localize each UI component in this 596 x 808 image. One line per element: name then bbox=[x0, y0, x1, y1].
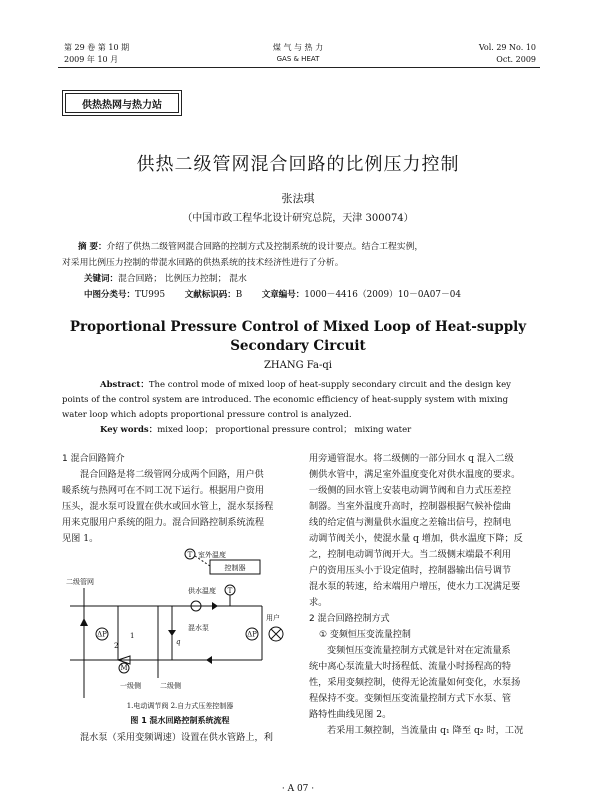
user-label: 用户 bbox=[266, 614, 280, 622]
abstract-cn-line1: 介绍了供热二级管网混合回路的控制方式及控制系统的设计要点。结合工程实例， bbox=[106, 242, 424, 252]
outdoor-temp-symbol: T bbox=[187, 551, 193, 559]
left-p1-l4: 用来克服用户系统的阻力。混合回路控制系统流程 bbox=[62, 517, 265, 528]
clc-label: 中图分类号： bbox=[84, 290, 136, 300]
affiliation-cn: （中国市政工程华北设计研究总院，天津 300074） bbox=[182, 213, 414, 224]
controller-label: 控制器 bbox=[224, 564, 246, 572]
column-tag: 供热热网与热力站 bbox=[65, 93, 179, 113]
right-p2-l3: 性，采用变频控制，使得无论流量如何变化，水泵扬 bbox=[309, 677, 521, 688]
outdoor-temp-label: 室外温度 bbox=[198, 551, 226, 559]
mix-pump-label: 混水泵 bbox=[188, 624, 209, 632]
keywords-cn-label: 关键词： bbox=[84, 274, 119, 284]
motor-valve-symbol: M bbox=[120, 664, 128, 672]
section-2-heading: 2 混合回路控制方式 bbox=[309, 614, 390, 624]
header-date-en: Oct. 2009 bbox=[496, 55, 536, 64]
left-column-top bbox=[62, 451, 298, 547]
header-volume-en: Vol. 29 No. 10 bbox=[478, 43, 536, 52]
figure-1-caption: 图 1 混水回路控制系统流程 bbox=[130, 716, 230, 725]
right-p1-l1: 用旁通管混水。将二级侧的一部分回水 q 混入二级 bbox=[309, 453, 514, 464]
figure-1-diagram bbox=[62, 548, 298, 714]
flow-arrow-return bbox=[206, 656, 212, 664]
user-cross-icon bbox=[271, 629, 281, 639]
subsection-1-heading: ① 变频恒压变流量控制 bbox=[319, 630, 411, 640]
left-p1-l1: 混合回路是将二级管网分成两个回路，用户供 bbox=[80, 469, 264, 480]
figure-legend: 1.电动调节阀 2.自力式压差控制器 bbox=[126, 702, 234, 710]
doc-code-label: 文献标识码： bbox=[184, 290, 236, 300]
doc-code-value: B bbox=[235, 290, 243, 300]
header-journal-cn: 煤 气 与 热 力 bbox=[272, 43, 324, 52]
supply-temp-symbol: T bbox=[227, 587, 233, 595]
author-cn: 张法琪 bbox=[281, 192, 315, 205]
keywords-cn-text: 混合回路； 比例压力控制； 混水 bbox=[118, 274, 247, 284]
classification bbox=[84, 288, 461, 303]
section-1-heading: 1 混合回路简介 bbox=[62, 454, 125, 464]
right-p1-l7: 之，控制电动调节阀开大。当二级侧末端最不利用 bbox=[309, 549, 512, 560]
article-no-label: 文章编号： bbox=[261, 290, 305, 300]
header-volume-cn: 第 29 卷 第 10 期 bbox=[64, 43, 130, 52]
right-p1-l5: 线的给定值与测量供水温度之差输出信号，控制电 bbox=[309, 517, 512, 528]
left-after-fig: 混水泵（采用变频调速）设置在供水管路上，利 bbox=[80, 732, 273, 743]
right-p1-l9: 混水泵的转速，给末端用户增压，使水力工况满足要 bbox=[309, 581, 521, 592]
abstract-en-first bbox=[100, 378, 540, 393]
keywords-en bbox=[100, 423, 411, 438]
right-p1-l8: 户的资用压头小于设定值时，控制器输出信号调节 bbox=[309, 565, 512, 576]
dp-sensor-right-label: ΔP bbox=[247, 630, 257, 639]
right-p2-l1: 变频恒压变流量控制方式就是针对在定流量系 bbox=[327, 645, 511, 656]
left-p1-l2: 暖系统与热网可在不同工况下运行。根据用户资用 bbox=[62, 485, 265, 496]
flow-arrow-supply bbox=[212, 602, 218, 610]
secondary-side-label: 二级侧 bbox=[160, 682, 181, 690]
flow-arrow-bypass bbox=[168, 630, 176, 636]
left-p1-l5: 见图 1。 bbox=[62, 533, 99, 544]
column-tag-box bbox=[62, 90, 182, 116]
left-p1-l3: 压头，混水泵可设置在供水或回水管上，混水泵扬程 bbox=[62, 501, 274, 512]
abstract-cn-label: 摘 要： bbox=[78, 242, 107, 252]
dp-sensor-left-label: ΔP bbox=[97, 630, 107, 639]
keywords-en-label: Key words： bbox=[100, 425, 158, 435]
right-p1-l6: 动调节阀关小，使混水量 q 增加，供水温度下降；反 bbox=[309, 533, 523, 544]
header-journal-en: GAS & HEAT bbox=[276, 55, 320, 63]
abstract-en-line2: points of the control system are introduced. The economic efficiency of heat-supply system with mixing bbox=[62, 395, 509, 405]
bypass-flow-q: q bbox=[176, 638, 181, 646]
valve-number-2: 2 bbox=[114, 642, 119, 650]
right-p1-l2: 侧供水管中，满足室外温度变化对供水温度的要求。 bbox=[309, 469, 521, 480]
header-date-cn: 2009 年 10 月 bbox=[64, 55, 119, 64]
right-p1-l4: 制器。当室外温度升高时，控制器根据气候补偿曲 bbox=[309, 501, 512, 512]
supply-temp-label: 供水温度 bbox=[188, 587, 216, 595]
abstract-cn-line2: 对采用比例压力控制的带混水回路的供热系统的技术经济性进行了分析。 bbox=[62, 258, 344, 268]
header-rule bbox=[58, 67, 540, 68]
left-column-bottom bbox=[62, 730, 298, 746]
right-column bbox=[309, 451, 539, 739]
title-cn: 供热二级管网混合回路的比例压力控制 bbox=[136, 154, 460, 175]
abstract-en-line1: The control mode of mixed loop of heat-supply secondary circuit and the design key bbox=[148, 380, 511, 390]
secondary-net-label: 二级管网 bbox=[66, 578, 94, 586]
abstract-cn bbox=[78, 240, 538, 255]
page-number: · A 07 · bbox=[281, 784, 315, 794]
right-p2-l4: 程保持不变。变频恒压变流量控制方式下水泵、管 bbox=[309, 693, 512, 704]
right-p2-l6: 若采用工频控制，当流量由 q₁ 降至 q₂ 时，工况 bbox=[327, 725, 524, 736]
keywords-cn bbox=[84, 272, 247, 287]
valve-number-1: 1 bbox=[130, 632, 135, 640]
author-en: ZHANG Fa-qi bbox=[263, 360, 332, 371]
primary-side-label: 一级侧 bbox=[120, 682, 141, 690]
title-en-line1: Proportional Pressure Control of Mixed Loop of Heat-supply bbox=[69, 319, 527, 335]
right-p1-l10: 求。 bbox=[309, 597, 328, 608]
abstract-en-line3: water loop which adopts proportional pressure control is analyzed. bbox=[62, 410, 352, 420]
clc-value: TU995 bbox=[135, 290, 166, 300]
right-p2-l5: 路特性曲线见图 2。 bbox=[309, 709, 392, 720]
right-p1-l3: 一级侧的回水管上安装电动调节阀和自力式压差控 bbox=[309, 485, 512, 496]
right-p2-l2: 统中离心泵流量大时扬程低、流量小时扬程高的特 bbox=[309, 661, 512, 672]
title-en-line2: Secondary Circuit bbox=[230, 338, 366, 354]
keywords-en-text: mixed loop； proportional pressure control； mixing water bbox=[157, 425, 412, 435]
article-no-value: 1000－4416（2009）10－0A07－04 bbox=[304, 290, 461, 300]
abstract-en-label: Abstract： bbox=[100, 380, 149, 390]
flow-arrow-primary bbox=[80, 618, 88, 626]
